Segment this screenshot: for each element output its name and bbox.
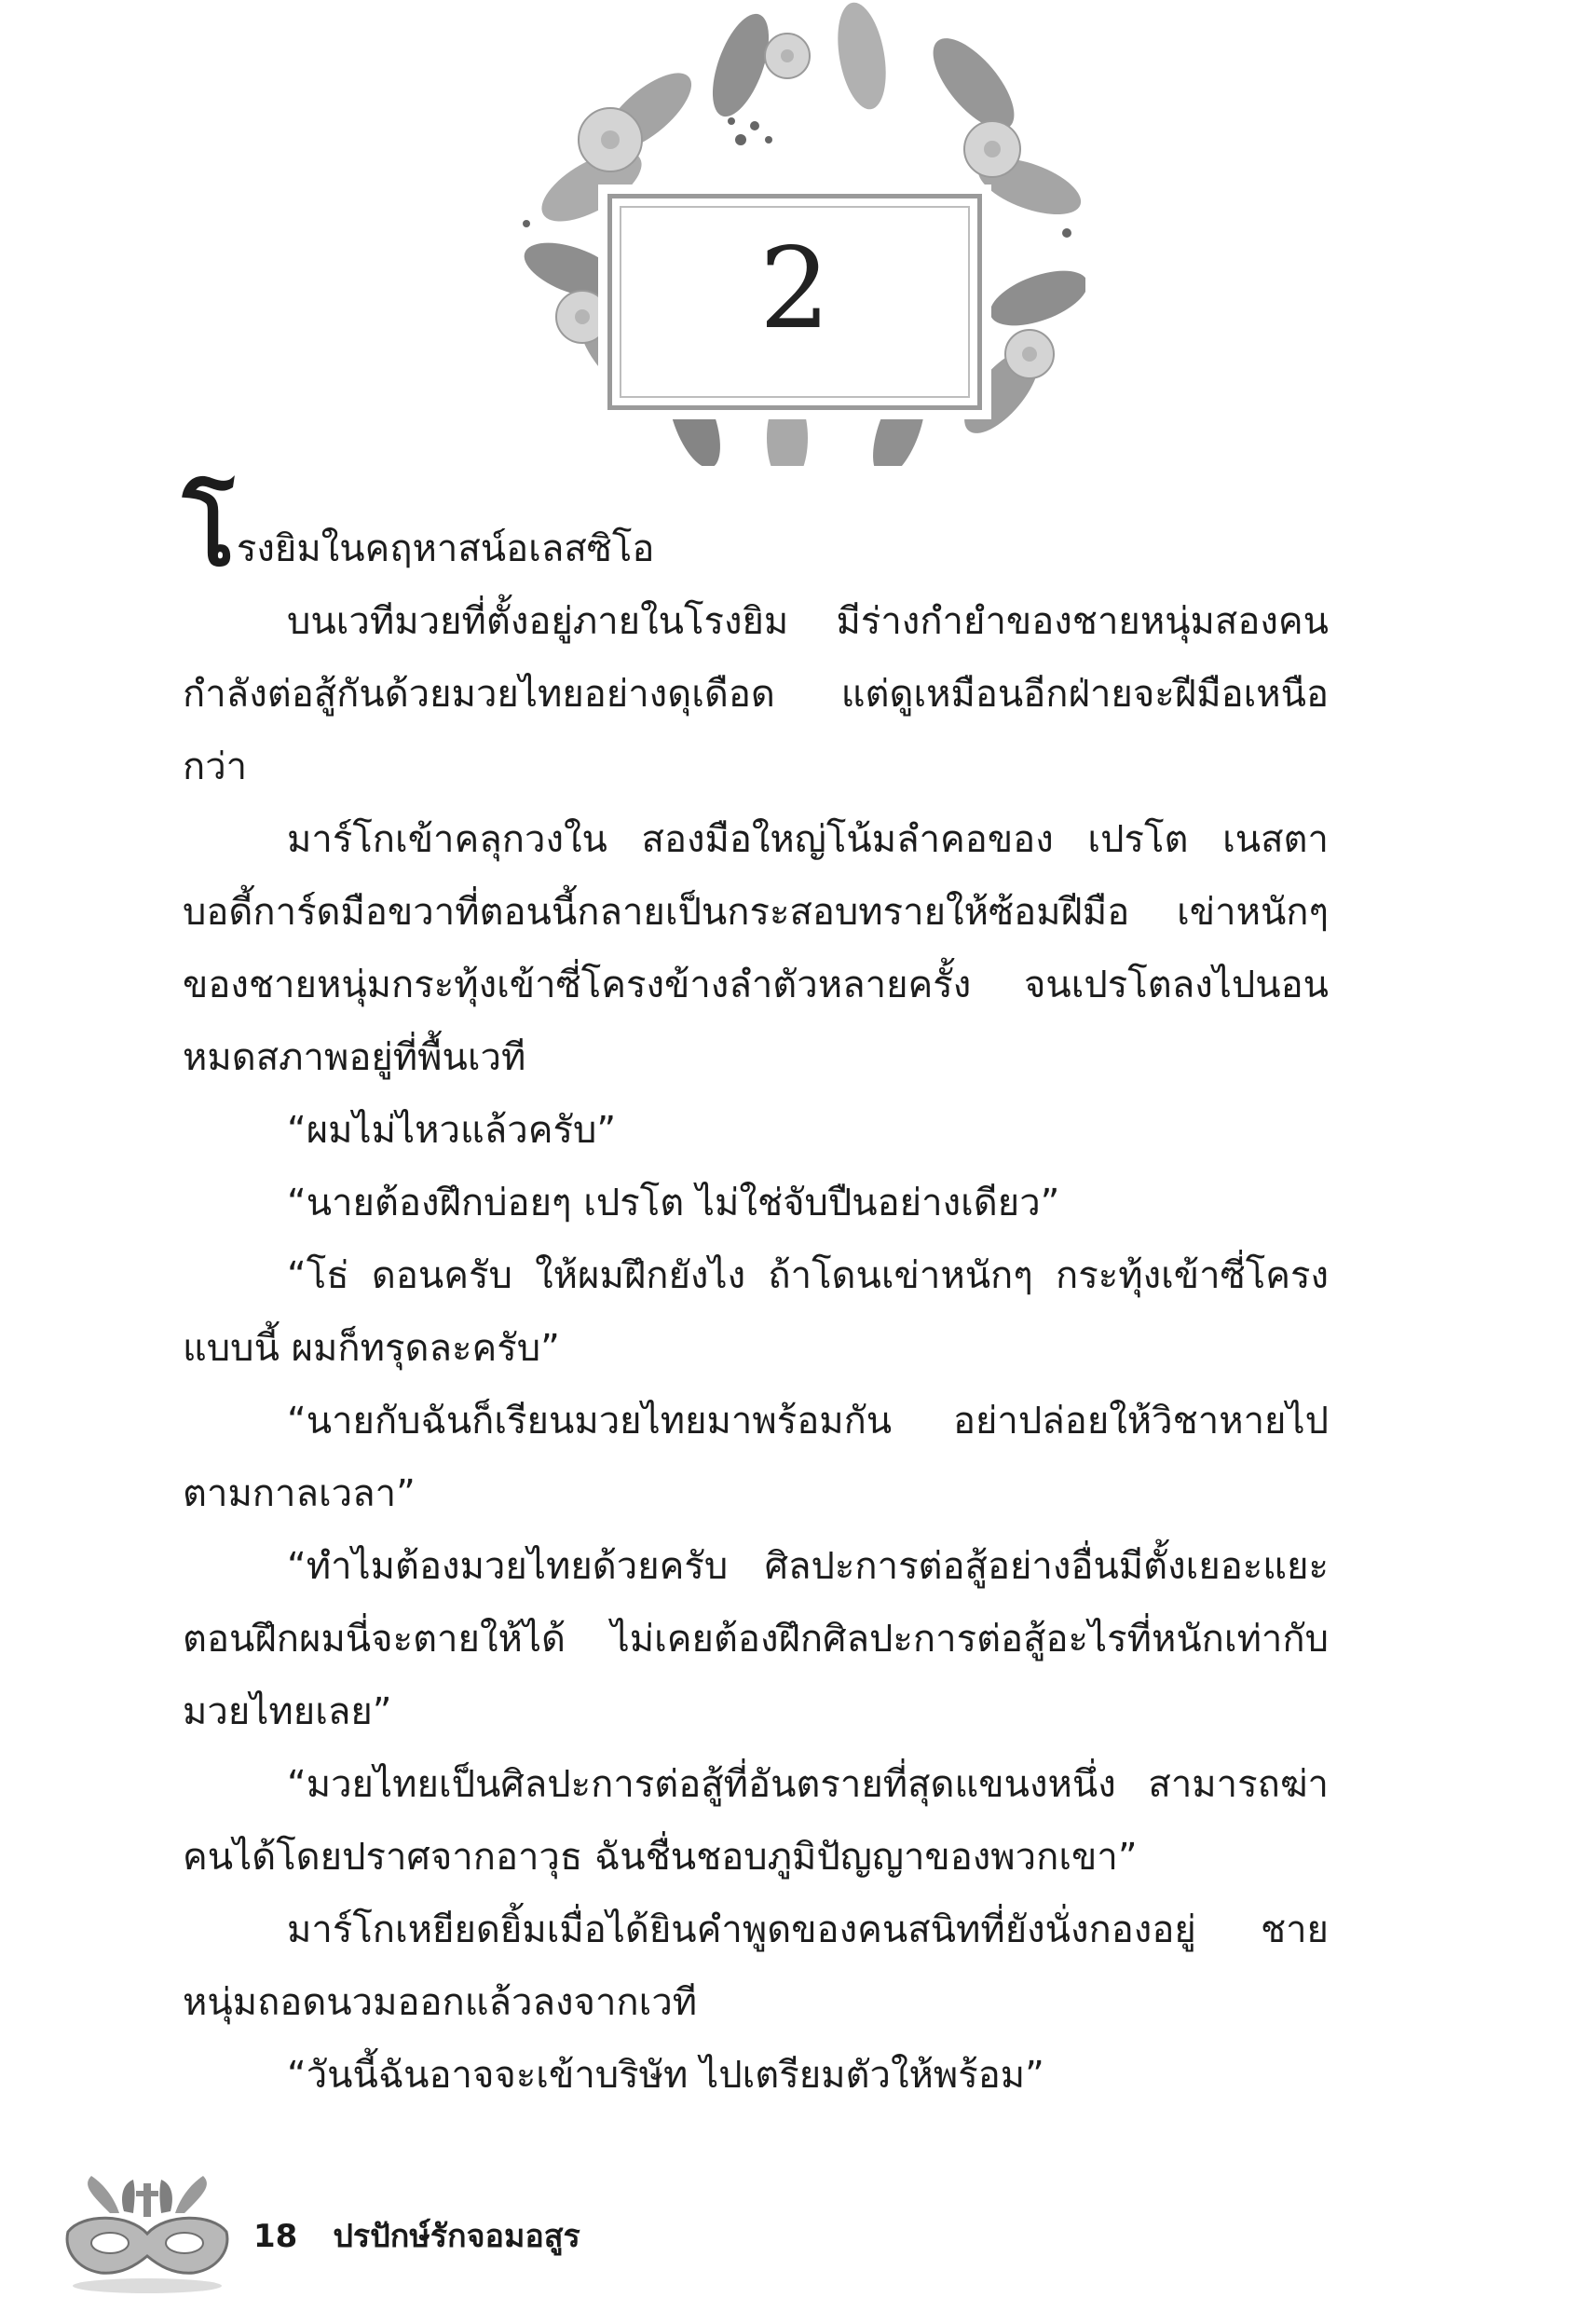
page-number: 18 [253,2218,298,2255]
first-paragraph-text: รงยิมในคฤหาสน์อเลสซิโอ [236,527,655,570]
body-text [183,473,1329,2112]
first-paragraph [183,473,1329,588]
page-footer [253,2210,580,2261]
paragraph: “มวยไทยเป็นศิลปะการต่อสู้ที่อันตรายที่สุดแขนงหนึ่ง สามารถฆ่าคนได้โดยปราศจากอาวุธ ฉันชื่นชอบภูมิปัญญาของพวกเขา” [183,1763,1329,1879]
chapter-number: 2 [758,225,831,354]
paragraph: “ทำไมต้องมวยไทยด้วยครับ ศิลปะการต่อสู้อย่างอื่นมีตั้งเยอะแยะ ตอนฝึกผมนี่จะตายให้ได้ ไม่เคยต้องฝึกศิลปะการต่อสู้อะไรที่หนักเท่ากับมวยไทยเลย” [183,1545,1329,1733]
paragraph: บนเวทีมวยที่ตั้งอยู่ภายในโรงยิม มีร่างกำยำของชายหนุ่มสองคนกำลังต่อสู้กันด้วยมวยไทยอย่างดุเดือด แต่ดูเหมือนอีกฝ่ายจะฝีมือเหนือกว่า [183,600,1329,788]
paragraph: “ผมไม่ไหวแล้วครับ” [287,1109,617,1152]
paragraph: มาร์โกเข้าคลุกวงใน สองมือใหญ่โน้มลำคอของ เปรโต เนสตา บอดี้การ์ดมือขวาที่ตอนนี้กลายเป็นกระสอบทรายให้ซ้อมฝีมือ เข่าหนักๆ ของชายหนุ่มกระทุ้งเข้าซี่โครงข้างลำตัวหลายครั้ง จนเปรโตลงไปนอนหมดสภาพอยู่ที่พื้นเวที [183,818,1329,1079]
paragraph: “โธ่ ดอนครับ ให้ผมฝึกยังไง ถ้าโดนเข่าหนักๆ กระทุ้งเข้าซี่โครงแบบนี้ ผมก็ทรุดละครับ” [183,1254,1329,1370]
paragraph: “นายกับฉันก็เรียนมวยไทยมาพร้อมกัน อย่าปล่อยให้วิชาหายไปตามกาลเวลา” [183,1400,1329,1515]
book-title: ปรปักษ์รักจอมอสูร [333,2218,580,2255]
masquerade-mask-icon [54,2176,240,2297]
dropcap: โ [183,473,235,588]
paragraph: “นายต้องฝึกบ่อยๆ เปรโต ไม่ใช่จับปืนอย่างเดียว” [287,1182,1060,1224]
chapter-frame [607,194,982,410]
paragraph: มาร์โกเหยียดยิ้มเมื่อได้ยินคำพูดของคนสนิทที่ยังนั่งกองอยู่ ชายหนุ่มถอดนวมออกแล้วลงจากเวที [183,1908,1329,2024]
paragraph: “วันนี้ฉันอาจจะเข้าบริษัท ไปเตรียมตัวให้พร้อม” [287,2054,1044,2097]
